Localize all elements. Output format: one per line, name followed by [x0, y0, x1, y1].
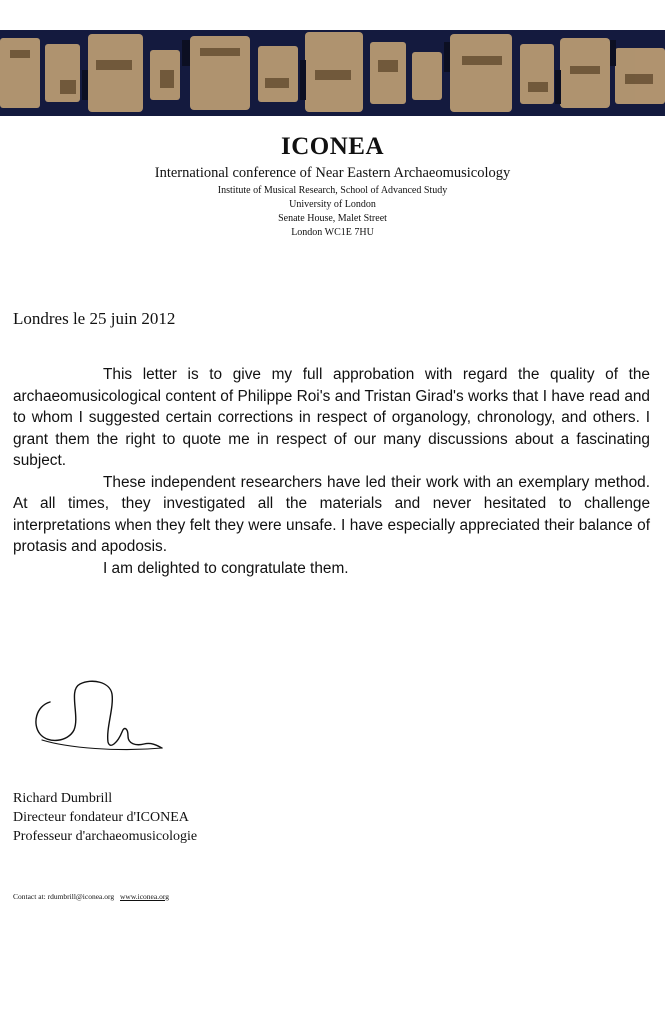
letter-paragraph: This letter is to give my full approbation with regard the quality of the archaeomusicological content of Philippe Roi's and Tristan Girad's works that I have read and to whom I suggested certain corrections in respect of organology, chronology, and others. I grant them the right to quote me in respect of our many discussions about a fascinating subject.	[13, 366, 650, 469]
signatory-title: Directeur fondateur d'ICONEA	[13, 810, 189, 825]
address-line: Institute of Musical Research, School of Advanced Study	[217, 185, 448, 196]
banner-artwork	[0, 30, 665, 116]
signatory-title: Professeur d'archaeomusicologie	[13, 829, 198, 844]
header-banner-image	[0, 30, 665, 116]
organization-name: ICONEA	[280, 133, 384, 160]
organization-address	[0, 184, 665, 240]
letter-paragraph: These independent researchers have led their work with an exemplary method. At all times, they investigated all the materials and never hesitated to challenge interpretations when they felt they were unsafe. I have especially appreciated their balance of protasis and apodosis.	[13, 473, 650, 555]
contact-footer	[13, 892, 169, 901]
address-line: London WC1E 7HU	[291, 227, 374, 238]
letter-body	[13, 364, 650, 579]
signatory-name: Richard Dumbrill	[13, 791, 113, 806]
address-line: University of London	[289, 199, 376, 210]
address-line: Senate House, Malet Street	[278, 213, 387, 224]
handwritten-signature	[28, 672, 178, 762]
signatory-block	[13, 789, 197, 846]
organization-subtitle: International conference of Near Eastern Archaeomusicology	[154, 165, 511, 181]
contact-email: Contact at: rdumbrill@iconea.org	[13, 892, 115, 901]
letter-dateline: Londres le 25 juin 2012	[13, 309, 176, 328]
website-link[interactable]: www.iconea.org	[120, 892, 169, 901]
letter-paragraph: I am delighted to congratulate them.	[103, 559, 349, 577]
